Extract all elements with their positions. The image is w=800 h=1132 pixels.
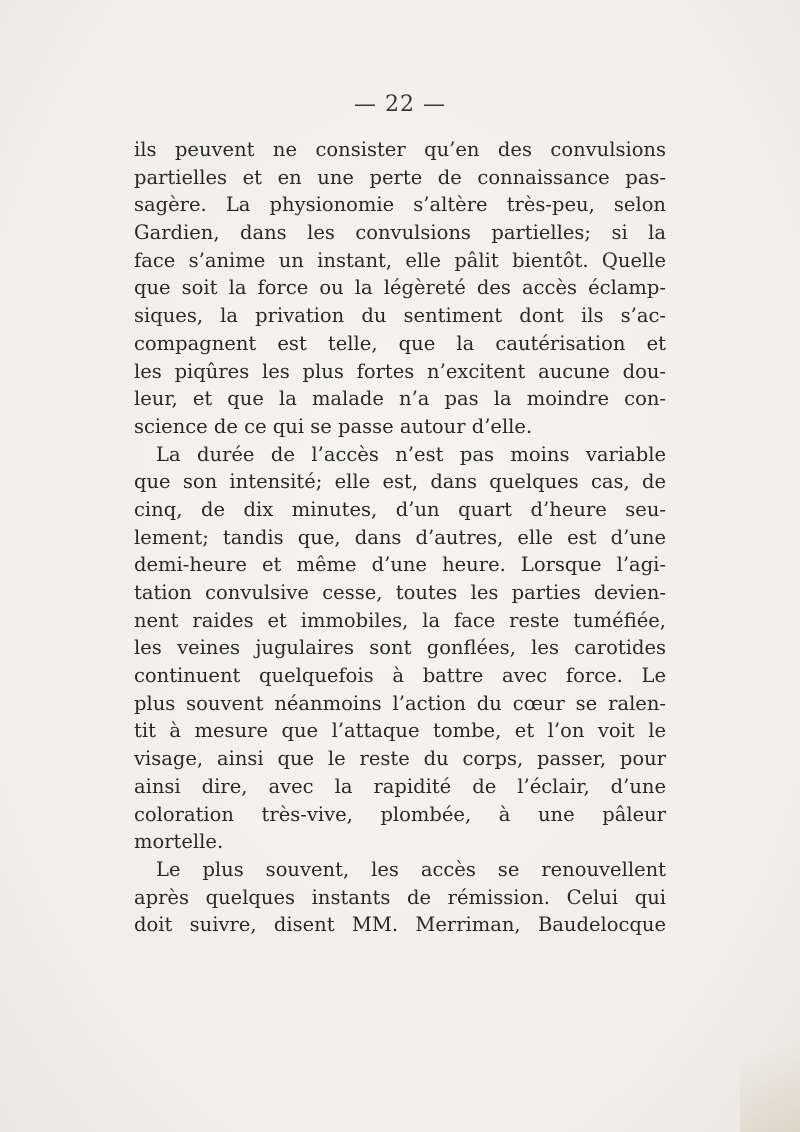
text-line: demi-heure et même d’une heure. Lorsque l’agi- bbox=[134, 553, 666, 577]
text-line: plus souvent néanmoins l’action du cœur se ralen- bbox=[134, 691, 666, 715]
text-line: science de ce qui se passe autour d’elle. bbox=[134, 414, 533, 438]
text-line: compagnent est telle, que la cautérisation et bbox=[134, 331, 666, 355]
text-line: La durée de l’accès n’est pas moins variable bbox=[156, 442, 666, 466]
text-line: que son intensité; elle est, dans quelques cas, de bbox=[134, 470, 666, 494]
text-line: après quelques instants de rémission. Celui qui bbox=[134, 885, 666, 909]
text-line: continuent quelquefois à battre avec force. Le bbox=[134, 664, 666, 688]
text-line: coloration très-vive, plombée, à une pâleur bbox=[134, 802, 666, 826]
text-line: sagère. La physionomie s’altère très-peu, selon bbox=[134, 193, 666, 217]
text-line: nent raides et immobiles, la face reste tuméfiée, bbox=[134, 608, 666, 632]
text-line: lement; tandis que, dans d’autres, elle est d’une bbox=[134, 525, 666, 549]
text-line: tit à mesure que l’attaque tombe, et l’on voit le bbox=[134, 719, 666, 743]
text-line: les piqûres les plus fortes n’excitent aucune dou- bbox=[134, 359, 666, 383]
page-corner-shading bbox=[740, 992, 800, 1132]
page-number: — 22 — bbox=[354, 92, 446, 117]
body-text bbox=[134, 136, 666, 939]
text-line: ainsi dire, avec la rapidité de l’éclair, d’une bbox=[134, 774, 666, 798]
text-line: les veines jugulaires sont gonflées, les carotides bbox=[134, 636, 666, 660]
text-line: cinq, de dix minutes, d’un quart d’heure seu- bbox=[134, 497, 666, 521]
text-line: mortelle. bbox=[134, 830, 224, 854]
text-line: visage, ainsi que le reste du corps, passer, pour bbox=[134, 747, 666, 771]
text-line: siques, la privation du sentiment dont ils s’ac- bbox=[134, 304, 666, 328]
text-line: ils peuvent ne consister qu’en des convulsions bbox=[134, 138, 666, 161]
text-line: doit suivre, disent MM. Merriman, Baudelocque bbox=[134, 913, 666, 937]
text-line: partielles et en une perte de connaissance pas- bbox=[134, 165, 666, 189]
text-line: face s’anime un instant, elle pâlit bientôt. Quelle bbox=[134, 248, 666, 272]
text-line: Gardien, dans les convulsions partielles; si la bbox=[134, 221, 666, 245]
text-line: leur, et que la malade n’a pas la moindre con- bbox=[134, 387, 666, 411]
text-line: tation convulsive cesse, toutes les parties devien- bbox=[134, 581, 666, 604]
text-line: que soit la force ou la légèreté des accès éclamp- bbox=[134, 276, 666, 300]
text-line: Le plus souvent, les accès se renouvellent bbox=[156, 857, 666, 881]
